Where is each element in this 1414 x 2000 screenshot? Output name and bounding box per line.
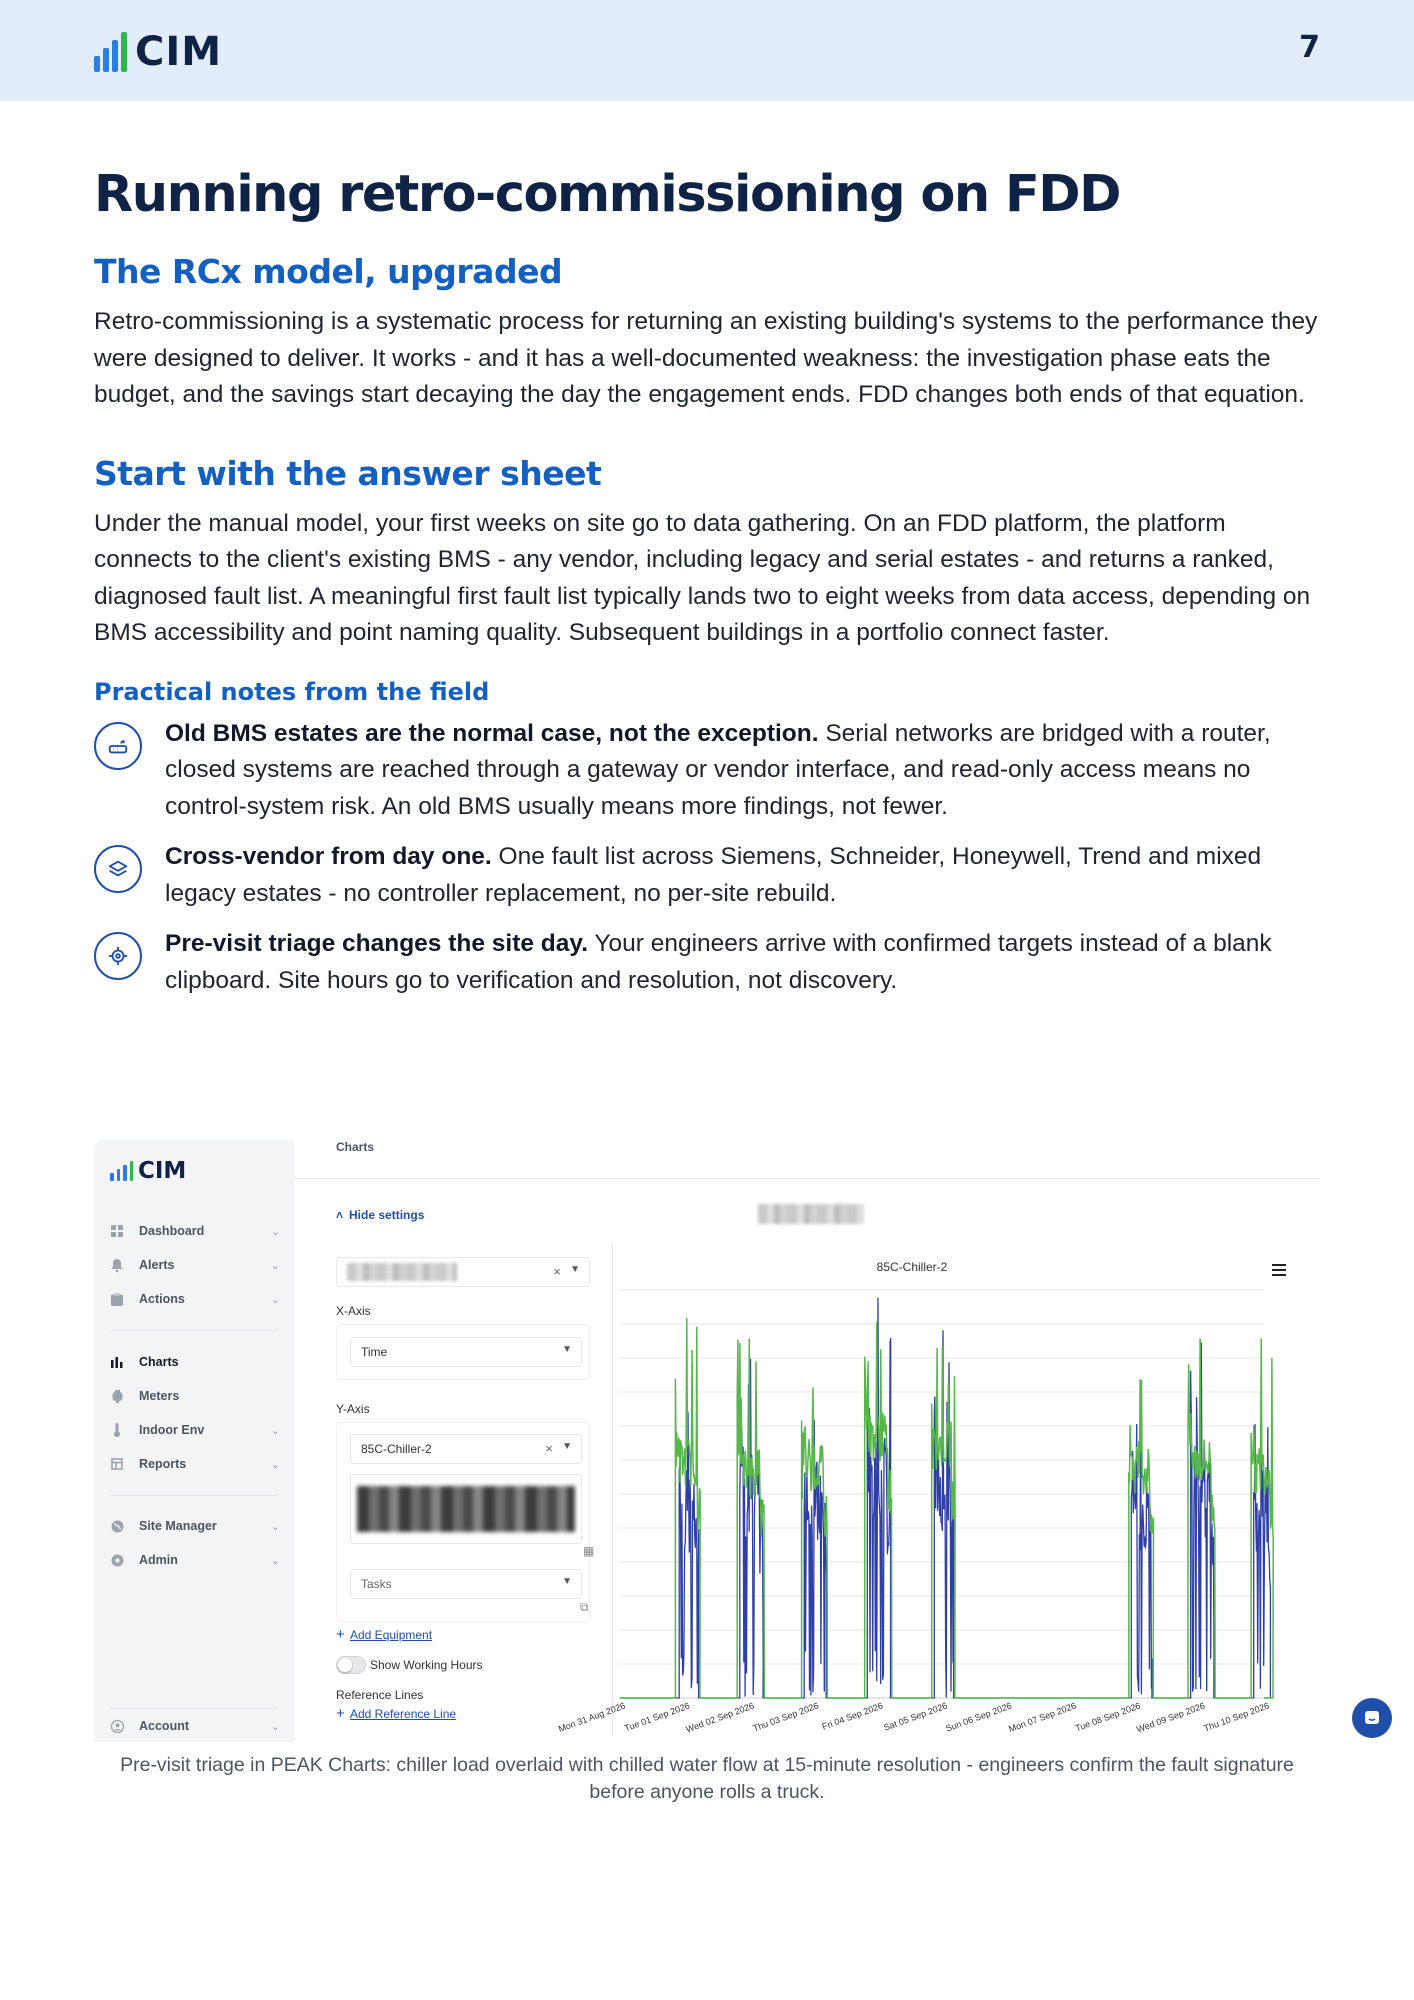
chevron-down-icon[interactable]: ⌄: [270, 1293, 280, 1306]
bell-icon: [110, 1258, 124, 1272]
tasks-select[interactable]: [350, 1569, 582, 1599]
dropdown-caret-icon[interactable]: ▼: [562, 1576, 572, 1587]
logo-bars-icon: [94, 32, 127, 72]
dropdown-caret-icon[interactable]: ▼: [562, 1344, 572, 1355]
sidebar-divider: [110, 1708, 278, 1709]
x-tick-label: Mon 07 Sep 2026: [1007, 1700, 1078, 1735]
x-tick-label: Sun 06 Sep 2026: [944, 1700, 1014, 1734]
page-header: [0, 0, 1414, 101]
cog-icon: [110, 1553, 124, 1567]
note-title: Cross-vendor from day one.: [165, 843, 492, 870]
app-logo[interactable]: [110, 1158, 186, 1184]
hide-settings-button[interactable]: [336, 1208, 424, 1222]
chart-canvas: [556, 1242, 1312, 1742]
router-icon: [94, 722, 142, 770]
chevron-down-icon[interactable]: ⌄: [270, 1225, 280, 1238]
calculator-icon[interactable]: ▦: [583, 1544, 595, 1558]
tasks-placeholder: Tasks: [361, 1577, 392, 1591]
table-icon: [110, 1457, 124, 1471]
points-select[interactable]: [350, 1474, 582, 1544]
x-tick-label: Thu 10 Sep 2026: [1202, 1700, 1271, 1734]
clear-icon[interactable]: ×: [545, 1441, 553, 1456]
title-divider: [294, 1178, 1320, 1179]
x-tick-label: Wed 09 Sep 2026: [1135, 1700, 1207, 1735]
chevron-down-icon[interactable]: ⌄: [270, 1424, 280, 1437]
sidebar-item-charts[interactable]: [110, 1349, 280, 1375]
sidebar-item-label: Actions: [139, 1292, 185, 1306]
redacted-points: [357, 1486, 575, 1532]
logo-text: CIM: [135, 29, 223, 75]
sidebar-item-reports[interactable]: [110, 1451, 280, 1477]
x-tick-label: Tue 01 Sep 2026: [623, 1700, 692, 1734]
note-item: [94, 926, 1320, 999]
notes-heading: Practical notes from the field: [94, 677, 490, 706]
sidebar-divider: [110, 1330, 278, 1331]
y-axis-value: 85C-Chiller-2: [361, 1442, 432, 1456]
sidebar-account[interactable]: [110, 1713, 280, 1739]
redacted-site-name: [347, 1263, 457, 1281]
x-tick-label: Thu 03 Sep 2026: [751, 1700, 820, 1734]
x-tick-label: Wed 02 Sep 2026: [684, 1700, 756, 1735]
app-sidebar: [94, 1140, 294, 1742]
note-item: [94, 839, 1320, 912]
sidebar-item-dashboard[interactable]: [110, 1218, 280, 1244]
chevron-down-icon[interactable]: ⌄: [270, 1554, 280, 1567]
x-axis-select[interactable]: [350, 1337, 582, 1367]
plus-icon: +: [336, 1705, 345, 1722]
add-equipment-link[interactable]: Add Equipment: [350, 1628, 433, 1642]
x-tick-label: Fri 04 Sep 2026: [820, 1700, 885, 1732]
add-reference-line-link[interactable]: Add Reference Line: [350, 1707, 457, 1721]
chevron-down-icon[interactable]: ⌄: [270, 1520, 280, 1533]
note-title: Old BMS estates are the normal case, not the exception.: [165, 719, 819, 747]
app-logo-text: CIM: [138, 1158, 187, 1184]
chevron-down-icon[interactable]: ⌄: [270, 1720, 280, 1733]
layers-icon: [94, 845, 142, 893]
sidebar-item-meters[interactable]: [110, 1383, 280, 1409]
logo-bars-icon: [110, 1161, 133, 1181]
figure-caption: Pre-visit triage in PEAK Charts: chiller load overlaid with chilled water flow at 15-minute resolution - engineers confirm the fault signature before anyone rolls a truck.: [120, 1754, 1294, 1803]
reference-lines-label: Reference Lines: [336, 1688, 424, 1702]
x-axis-label: X-Axis: [336, 1304, 371, 1318]
thermometer-icon: [110, 1423, 124, 1437]
sidebar-item-label: Dashboard: [139, 1224, 205, 1238]
sidebar-item-label: Reports: [139, 1457, 187, 1471]
sidebar-item-label: Alerts: [139, 1258, 175, 1272]
note-detail: Serial networks are bridged with a router, closed systems are reached through a gateway or vendor interface, and read-only access means no control-system risk. An old BMS usually means more findings, not fewer.: [165, 719, 1271, 820]
x-tick-label: Sat 05 Sep 2026: [882, 1700, 949, 1733]
sidebar-item-actions[interactable]: [110, 1286, 280, 1312]
note-title: Pre-visit triage changes the site day.: [165, 930, 589, 957]
target-icon: [94, 932, 142, 980]
sidebar-item-label: Meters: [139, 1389, 180, 1403]
sidebar-item-site-manager[interactable]: [110, 1513, 280, 1539]
x-axis-value: Time: [361, 1345, 388, 1359]
chevron-up-icon: ˄: [336, 1208, 344, 1222]
sidebar-item-label: Indoor Env: [139, 1423, 205, 1437]
note-text: [165, 926, 1320, 999]
clipboard-icon: [110, 1292, 124, 1306]
plus-icon: +: [336, 1626, 345, 1643]
page-title: Running retro-commissioning on FDD: [94, 165, 1120, 224]
hide-settings-label: Hide settings: [349, 1208, 425, 1222]
note-item: [94, 716, 1320, 826]
y-axis-label: Y-Axis: [336, 1402, 370, 1416]
note-detail: Your engineers arrive with confirmed targets instead of a blank clipboard. Site hours go to verification and resolution, not discovery.: [165, 930, 1272, 994]
app-main: [294, 1140, 1320, 1742]
sidebar-item-alerts[interactable]: [110, 1252, 280, 1278]
app-page-title: Charts: [336, 1140, 375, 1154]
section-body-rcx: Retro-commissioning is a systematic process for returning an existing building's systems to the performance they were designed to deliver. It works - and it has a well-documented weakness: the investigation phase eats the budget, and the savings start decaying the day the engagement ends. FDD changes both ends of that equation.: [94, 308, 1318, 408]
sidebar-divider: [110, 1495, 278, 1496]
grid-icon: [110, 1224, 124, 1238]
note-text: [165, 839, 1320, 912]
sidebar-item-label: Site Manager: [139, 1519, 217, 1533]
globe-icon: [110, 1519, 124, 1533]
chat-button[interactable]: [1352, 1698, 1392, 1738]
x-tick-label: Mon 31 Aug 2026: [556, 1700, 627, 1735]
section-heading-rcx: The RCx model, upgraded: [94, 252, 563, 291]
chat-icon: [1363, 1709, 1381, 1727]
clear-icon[interactable]: ×: [553, 1264, 561, 1279]
notes-list: [94, 716, 1320, 1000]
section-heading-answer-sheet: Start with the answer sheet: [94, 453, 602, 493]
chevron-down-icon[interactable]: ⌄: [270, 1259, 280, 1272]
working-hours-label: Show Working Hours: [370, 1658, 483, 1672]
copy-icon[interactable]: ⧉: [580, 1600, 589, 1614]
bar-chart-icon: [110, 1355, 124, 1369]
y-axis-select[interactable]: [350, 1434, 582, 1464]
chevron-down-icon[interactable]: ⌄: [270, 1458, 280, 1471]
sidebar-item-label: Admin: [139, 1553, 178, 1567]
dropdown-caret-icon[interactable]: ▼: [562, 1441, 572, 1452]
redacted-building-name: [758, 1204, 864, 1224]
meter-icon: [110, 1389, 124, 1403]
sidebar-item-indoor-env[interactable]: [110, 1417, 280, 1443]
article: [94, 160, 1320, 1013]
sidebar-item-label: Account: [139, 1719, 189, 1733]
cim-logo: [94, 29, 223, 75]
sidebar-item-admin[interactable]: [110, 1547, 280, 1573]
app-screenshot: [94, 1140, 1320, 1742]
x-tick-label: Tue 08 Sep 2026: [1073, 1700, 1142, 1734]
section-body-answer-sheet: Under the manual model, your first weeks on site go to data gathering. On an FDD platform, the platform connects to the client's existing BMS - any vendor, including legacy and serial estates - and returns a ranked, diagnosed fault list. A meaningful first fault list typically lands two to eight weeks from data access, depending on BMS accessibility and point naming quality. Subsequent buildings in a portfolio connect faster.: [94, 509, 1311, 646]
site-select[interactable]: [336, 1257, 590, 1287]
note-text: [165, 716, 1320, 826]
hamburger-menu-icon[interactable]: [1272, 1264, 1286, 1276]
note-detail: One fault list across Siemens, Schneider, Honeywell, Trend and mixed legacy estates - no controller replacement, no per-site rebuild.: [165, 843, 1262, 907]
chart-x-ticks: [557, 1700, 1271, 1734]
dropdown-caret-icon[interactable]: ▼: [570, 1264, 580, 1275]
page-number: 7: [1299, 30, 1320, 65]
sidebar-item-label: Charts: [139, 1355, 179, 1369]
chart-title: 85C-Chiller-2: [876, 1260, 948, 1274]
working-hours-toggle[interactable]: [336, 1656, 366, 1674]
user-icon: [110, 1719, 124, 1733]
